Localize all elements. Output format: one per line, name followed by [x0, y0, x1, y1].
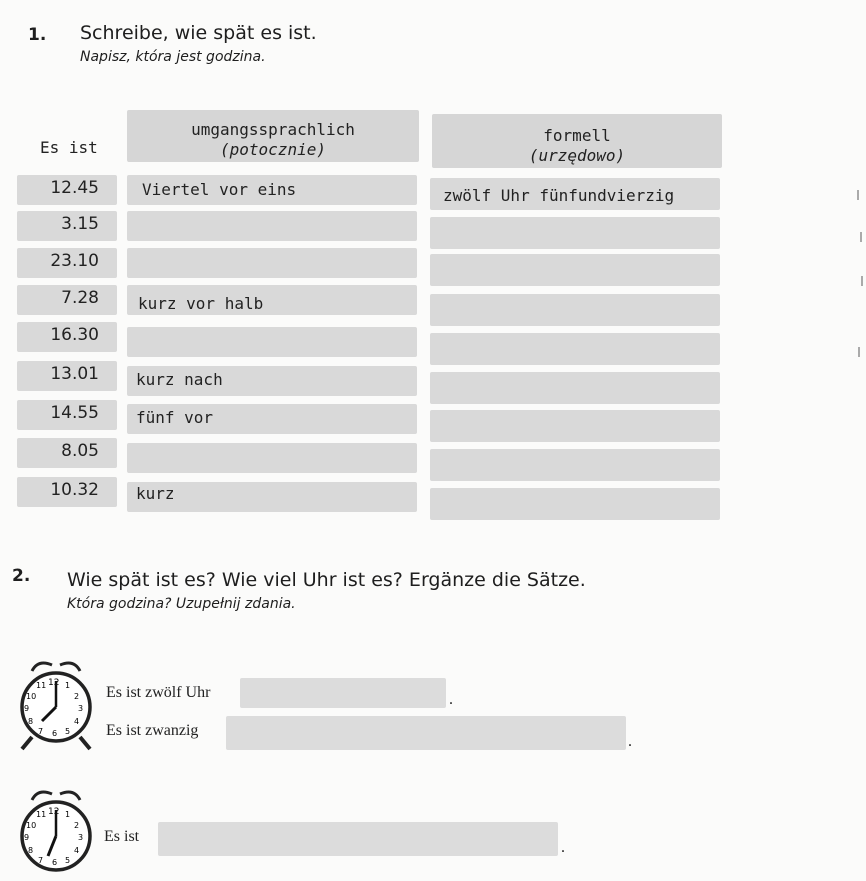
svg-text:3: 3: [78, 704, 84, 713]
svg-text:4: 4: [74, 717, 80, 726]
exercise-2-subtitle: Która godzina? Uzupełnij zdania.: [67, 596, 296, 612]
svg-text:7: 7: [38, 727, 44, 736]
answer-field-colloquial[interactable]: [127, 248, 417, 278]
row-colloquial: kurz: [136, 484, 175, 503]
page-mark: [860, 232, 862, 242]
sentence-end-dot: .: [449, 691, 453, 708]
sentence-end-dot: .: [628, 733, 632, 750]
answer-field[interactable]: [158, 822, 558, 856]
page-mark: [857, 190, 859, 200]
row-time: 23.10: [50, 251, 99, 271]
svg-text:1: 1: [65, 810, 71, 819]
row-formal: zwölf Uhr fünfundvierzig: [443, 186, 675, 205]
answer-field-formal[interactable]: [430, 449, 720, 481]
svg-text:11: 11: [36, 810, 47, 819]
row-time: 14.55: [50, 403, 99, 423]
col-header-es-ist: Es ist: [40, 138, 98, 157]
answer-field[interactable]: [226, 716, 626, 750]
answer-field-formal[interactable]: [430, 372, 720, 404]
row-colloquial: fünf vor: [136, 408, 214, 427]
exercise-1-number: 1.: [28, 25, 47, 45]
sentence-end-dot: .: [561, 839, 565, 856]
row-time: 10.32: [50, 480, 99, 500]
row-time: 7.28: [61, 288, 99, 308]
page-mark: [858, 347, 860, 357]
svg-text:10: 10: [26, 821, 37, 830]
row-time: 3.15: [61, 214, 99, 234]
svg-text:2: 2: [74, 692, 80, 701]
svg-text:6: 6: [52, 858, 58, 867]
svg-text:8: 8: [28, 717, 34, 726]
svg-text:8: 8: [28, 846, 34, 855]
page-mark: [861, 276, 863, 286]
col-header-formal-de: formell: [543, 126, 611, 145]
col-header-formal: [432, 126, 722, 166]
row-time: 12.45: [50, 178, 99, 198]
svg-text:7: 7: [38, 856, 44, 865]
svg-text:12: 12: [48, 678, 60, 688]
row-time: 13.01: [50, 364, 99, 384]
col-header-formal-pl: (urzędowo): [528, 146, 626, 165]
svg-text:3: 3: [78, 833, 84, 842]
answer-field-formal[interactable]: [430, 294, 720, 326]
answer-field-formal[interactable]: [430, 217, 720, 249]
exercise-1-title: Schreibe, wie spät es ist.: [80, 22, 317, 44]
exercise-2-title: Wie spät ist es? Wie viel Uhr ist es? Ergänze die Sätze.: [67, 569, 586, 591]
alarm-clock-icon: [12, 657, 100, 752]
sentence-1b-text: Es ist zwanzig: [106, 722, 199, 739]
svg-text:4: 4: [74, 846, 80, 855]
svg-text:5: 5: [65, 856, 71, 865]
answer-field-formal[interactable]: [430, 333, 720, 365]
answer-field-formal[interactable]: [430, 410, 720, 442]
svg-text:10: 10: [26, 692, 37, 701]
answer-field-formal[interactable]: [430, 254, 720, 286]
alarm-clock-icon: [12, 786, 100, 881]
svg-text:1: 1: [65, 681, 71, 690]
svg-text:11: 11: [36, 681, 47, 690]
sentence-2-text: Es ist: [104, 828, 140, 845]
answer-field[interactable]: [240, 678, 446, 708]
svg-text:5: 5: [65, 727, 71, 736]
svg-text:2: 2: [74, 821, 80, 830]
sentence-1a-text: Es ist zwölf Uhr: [106, 684, 211, 701]
svg-text:12: 12: [48, 807, 60, 817]
svg-text:9: 9: [24, 704, 30, 713]
exercise-2-number: 2.: [12, 566, 31, 586]
row-colloquial: Viertel vor eins: [142, 180, 297, 199]
answer-field-colloquial[interactable]: [127, 211, 417, 241]
svg-text:9: 9: [24, 833, 30, 842]
answer-field-formal[interactable]: [430, 488, 720, 520]
col-header-colloquial-pl: (potocznie): [220, 140, 326, 159]
row-colloquial: kurz nach: [136, 370, 223, 389]
svg-text:6: 6: [52, 729, 58, 738]
col-header-colloquial: [127, 120, 419, 160]
row-colloquial: kurz vor halb: [138, 294, 264, 313]
col-header-colloquial-de: umgangssprachlich: [191, 120, 355, 139]
exercise-1-subtitle: Napisz, która jest godzina.: [80, 49, 266, 65]
answer-field-colloquial[interactable]: [127, 327, 417, 357]
row-time: 8.05: [61, 441, 99, 461]
row-time: 16.30: [50, 325, 99, 345]
answer-field-colloquial[interactable]: [127, 443, 417, 473]
